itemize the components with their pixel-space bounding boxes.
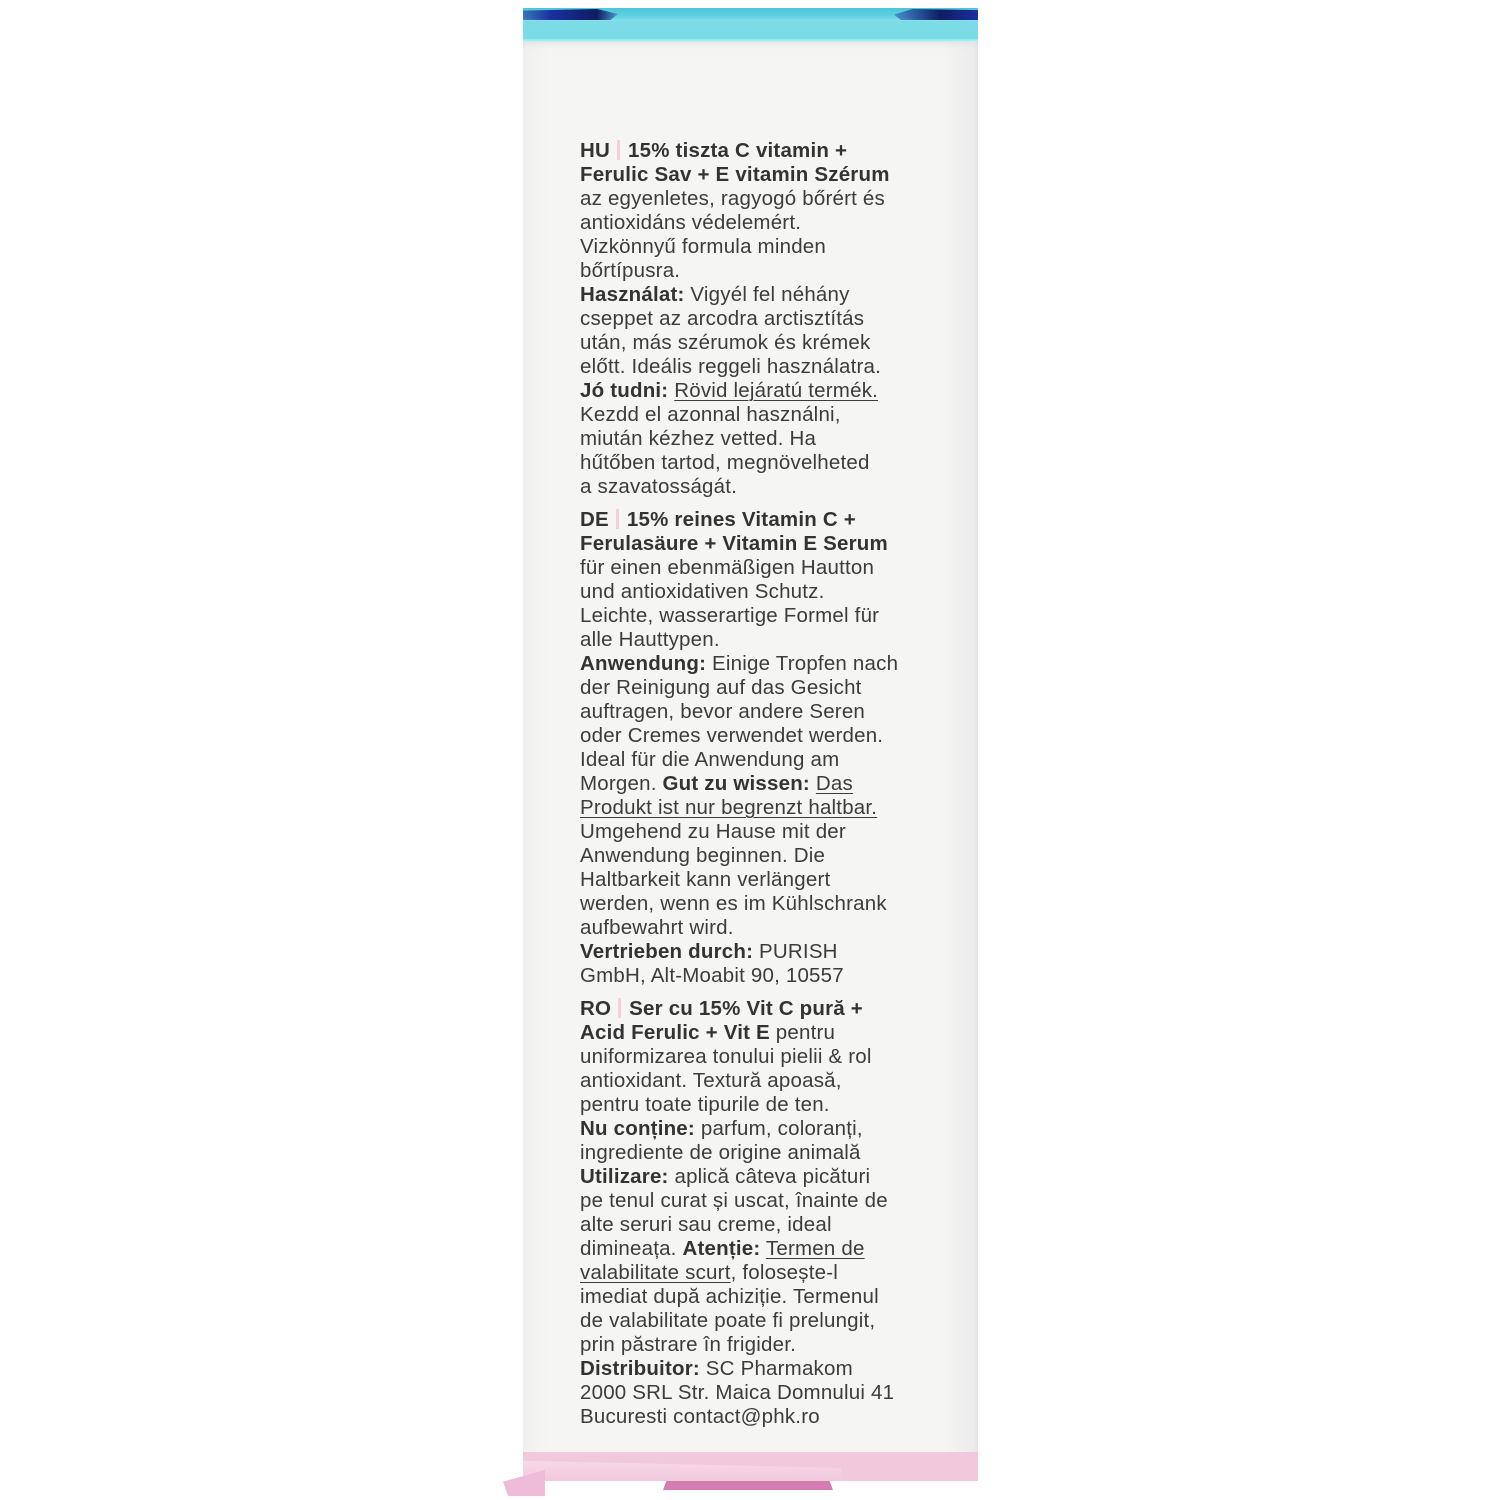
text-line — [580, 1165, 940, 1189]
text-line — [580, 235, 940, 259]
text-segment: Vizkönnyű formula minden — [580, 235, 826, 258]
language-divider-bar — [618, 998, 621, 1018]
text-line — [580, 403, 940, 427]
text-line — [580, 724, 940, 748]
text-segment: HU — [580, 139, 611, 162]
text-line — [580, 892, 940, 916]
text-line — [580, 451, 940, 475]
text-line — [580, 1117, 940, 1141]
language-divider-bar — [616, 509, 619, 529]
text-segment: PURISH — [753, 940, 838, 963]
text-line — [580, 1093, 940, 1117]
text-line — [580, 532, 940, 556]
text-line — [580, 796, 940, 820]
text-segment: valabilitate scurt — [580, 1261, 731, 1284]
text-line — [580, 1141, 940, 1165]
text-segment: pe tenul curat și uscat, înainte de — [580, 1189, 888, 1212]
text-segment: der Reinigung auf das Gesicht — [580, 676, 862, 699]
navy-print-accent-left — [523, 9, 618, 20]
box-bottom-flap — [663, 1481, 833, 1490]
text-segment: alle Hauttypen. — [580, 628, 720, 651]
text-segment: Produkt ist nur begrenzt haltbar. — [580, 796, 878, 819]
text-segment: prin păstrare în frigider. — [580, 1333, 796, 1356]
text-segment: Einige Tropfen nach — [706, 652, 899, 675]
text-segment: Használat: — [580, 283, 685, 306]
text-line — [580, 259, 940, 283]
text-line — [580, 676, 940, 700]
text-line — [580, 748, 940, 772]
text-line — [580, 772, 940, 796]
text-segment: Morgen. — [580, 772, 663, 795]
text-segment: de valabilitate poate fi prelungit, — [580, 1309, 876, 1332]
text-segment: SC Pharmakom — [699, 1357, 853, 1380]
text-segment: werden, wenn es im Kühlschrank — [580, 892, 887, 915]
text-segment: 15% reines Vitamin C + — [626, 508, 856, 531]
text-line — [580, 1333, 940, 1357]
text-line — [580, 868, 940, 892]
text-segment: Termen de — [765, 1237, 865, 1260]
text-segment: imediat după achiziție. Termenul — [580, 1285, 879, 1308]
text-segment: Ser cu 15% Vit C pură + — [629, 997, 863, 1020]
text-segment: Umgehend zu Hause mit der — [580, 820, 846, 843]
text-line — [580, 1237, 940, 1261]
text-segment: hűtőben tartod, megnövelheted — [580, 451, 870, 474]
text-segment: dimineața. — [580, 1237, 683, 1260]
text-segment: auftragen, bevor andere Seren — [580, 700, 866, 723]
text-segment: Nu conține: — [580, 1117, 695, 1140]
text-segment: után, más szérumok és krémek — [580, 331, 871, 354]
text-segment: aufbewahrt wird. — [580, 916, 734, 939]
text-segment: Vertrieben durch: — [580, 940, 754, 963]
text-line — [580, 1021, 940, 1045]
text-line — [580, 820, 940, 844]
text-line — [580, 1357, 940, 1381]
text-segment: DE — [580, 508, 609, 531]
text-line — [580, 331, 940, 355]
text-segment: Gut zu wissen: — [662, 772, 810, 795]
text-segment: Kezdd el azonnal használni, — [580, 403, 841, 426]
language-section-hu — [580, 139, 940, 499]
text-line — [580, 1309, 940, 1333]
text-line — [580, 940, 940, 964]
text-segment: 15% tiszta C vitamin + — [628, 139, 848, 162]
text-segment: Anwendung beginnen. Die — [580, 844, 826, 867]
text-line — [580, 355, 940, 379]
text-line — [580, 700, 940, 724]
text-segment: pentru — [769, 1021, 836, 1044]
box-bottom-highlight — [523, 1452, 842, 1481]
text-segment: alte seruri sau creme, ideal — [580, 1213, 832, 1236]
text-segment: Das — [815, 772, 853, 795]
text-segment: Ferulic Sav + E vitamin Szérum — [580, 163, 890, 186]
language-section-de — [580, 508, 940, 988]
label-text-block — [580, 139, 940, 1429]
text-segment: Leichte, wasserartige Formel für — [580, 604, 880, 627]
text-line — [580, 964, 940, 988]
text-line — [580, 652, 940, 676]
text-line — [580, 1213, 940, 1237]
text-segment: Bucuresti contact@phk.ro — [580, 1405, 820, 1428]
text-segment: uniformizarea tonului pielii & rol — [580, 1045, 872, 1068]
text-segment: antioxidáns védelemért. — [580, 211, 802, 234]
text-line — [580, 997, 940, 1021]
text-line — [580, 604, 940, 628]
text-segment: pentru toate tipurile de ten. — [580, 1093, 830, 1116]
text-segment: 2000 SRL Str. Maica Domnului 41 — [580, 1381, 895, 1404]
box-top-edge — [523, 8, 978, 42]
text-segment: Rövid lejáratú termék. — [674, 379, 879, 402]
text-line — [580, 1045, 940, 1069]
text-segment: Jó tudni: — [580, 379, 669, 402]
text-line — [580, 187, 940, 211]
text-segment: Anwendung: — [580, 652, 707, 675]
text-line — [580, 307, 940, 331]
text-segment: oder Cremes verwendet werden. — [580, 724, 884, 747]
text-segment: Ideal für die Anwendung am — [580, 748, 840, 771]
text-line — [580, 556, 940, 580]
text-line — [580, 628, 940, 652]
text-line — [580, 427, 940, 451]
text-segment: ingrediente de origine animală — [580, 1141, 861, 1164]
text-line — [580, 211, 940, 235]
product-box — [523, 8, 978, 1492]
text-line — [580, 844, 940, 868]
text-line — [580, 1381, 940, 1405]
text-segment: Utilizare: — [580, 1165, 669, 1188]
text-segment: előtt. Ideális reggeli használatra. — [580, 355, 882, 378]
box-front-panel — [523, 42, 978, 1452]
text-line — [580, 379, 940, 403]
text-segment: aplică câteva picături — [668, 1165, 871, 1188]
text-line — [580, 1405, 940, 1429]
text-line — [580, 580, 940, 604]
text-segment: Haltbarkeit kann verlängert — [580, 868, 831, 891]
text-line — [580, 1069, 940, 1093]
text-line — [580, 475, 940, 499]
text-line — [580, 139, 940, 163]
text-segment: cseppet az arcodra arctisztítás — [580, 307, 865, 330]
text-segment: und antioxidativen Schutz. — [580, 580, 825, 603]
text-segment: Distribuitor: — [580, 1357, 700, 1380]
text-segment: az egyenletes, ragyogó bőrért és — [580, 187, 885, 210]
text-segment: Atenție: — [682, 1237, 761, 1260]
text-segment: a szavatosságát. — [580, 475, 738, 498]
text-line — [580, 283, 940, 307]
text-line — [580, 1261, 940, 1285]
text-segment: bőrtípusra. — [580, 259, 681, 282]
text-segment: GmbH, Alt-Moabit 90, 10557 — [580, 964, 844, 987]
text-line — [580, 508, 940, 532]
box-bottom-edge — [523, 1452, 978, 1481]
language-section-ro — [580, 997, 940, 1429]
text-segment: Vigyél fel néhány — [684, 283, 850, 306]
text-segment: parfum, coloranți, — [694, 1117, 863, 1140]
text-segment: Ferulasäure + Vitamin E Serum — [580, 532, 888, 555]
text-segment: miután kézhez vetted. Ha — [580, 427, 817, 450]
text-line — [580, 1189, 940, 1213]
text-line — [580, 163, 940, 187]
text-segment: antioxidant. Textură apoasă, — [580, 1069, 842, 1092]
text-segment: Acid Ferulic + Vit E — [580, 1021, 770, 1044]
text-line — [580, 1285, 940, 1309]
text-segment: , folosește-l — [730, 1261, 839, 1284]
text-line — [580, 916, 940, 940]
text-segment: für einen ebenmäßigen Hautton — [580, 556, 875, 579]
language-divider-bar — [617, 140, 620, 160]
text-segment: RO — [580, 997, 612, 1020]
